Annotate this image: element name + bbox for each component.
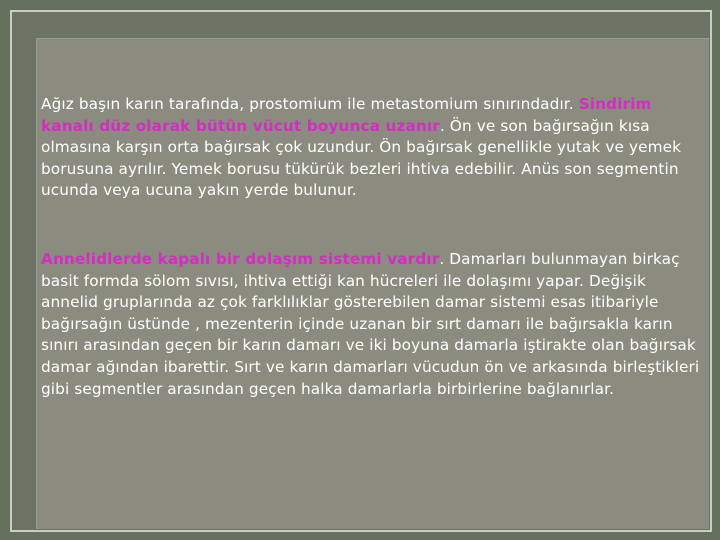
- paragraph-1-intro: Ağız başın karın tarafında, prostomium ile metastomium sınırındadır.: [41, 95, 579, 113]
- paragraph-circulatory-system: [41, 249, 701, 400]
- paragraph-digestive-system: [41, 94, 701, 202]
- paragraph-1-body: . Ön ve son bağırsağın kısa olmasına karşın orta bağırsak çok uzundur. Ön bağırsak genellikle yutak ve yemek borusuna ayrılır. Yemek borusu tükürük bezleri ihtiva edebilir. Anüs son segmentin ucunda veya ucuna yakın yerde bulunur.: [41, 116, 682, 200]
- paragraph-2-highlight: Annelidlerde kapalı bir dolaşım sistemi vardır: [41, 250, 440, 268]
- paragraph-1-highlight: Sindirim kanalı düz olarak bütün vücut boyunca uzanır: [41, 95, 652, 135]
- paragraph-2-body: . Damarları bulunmayan birkaç basit formda sölom sıvısı, ihtiva ettiği kan hücreleri ile dolaşımı yapar. Değişik annelid gruplarında az çok farklılıklar gösterebilen damar sistemi esas itibariyle bağırsağın üstünde , mezenterin içinde uzanan bir sırt damarı ile bağırsakla karın sınırı arasından geçen bir karın damarı ve iki boyuna damarla iştirakte olan bağırsak damar ağından ibarettir. Sırt ve karın damarları vücudun ön ve arkasında birleştikleri gibi segmentler arasından geçen halka damarlarla birbirlerine bağlanırlar.: [41, 250, 700, 398]
